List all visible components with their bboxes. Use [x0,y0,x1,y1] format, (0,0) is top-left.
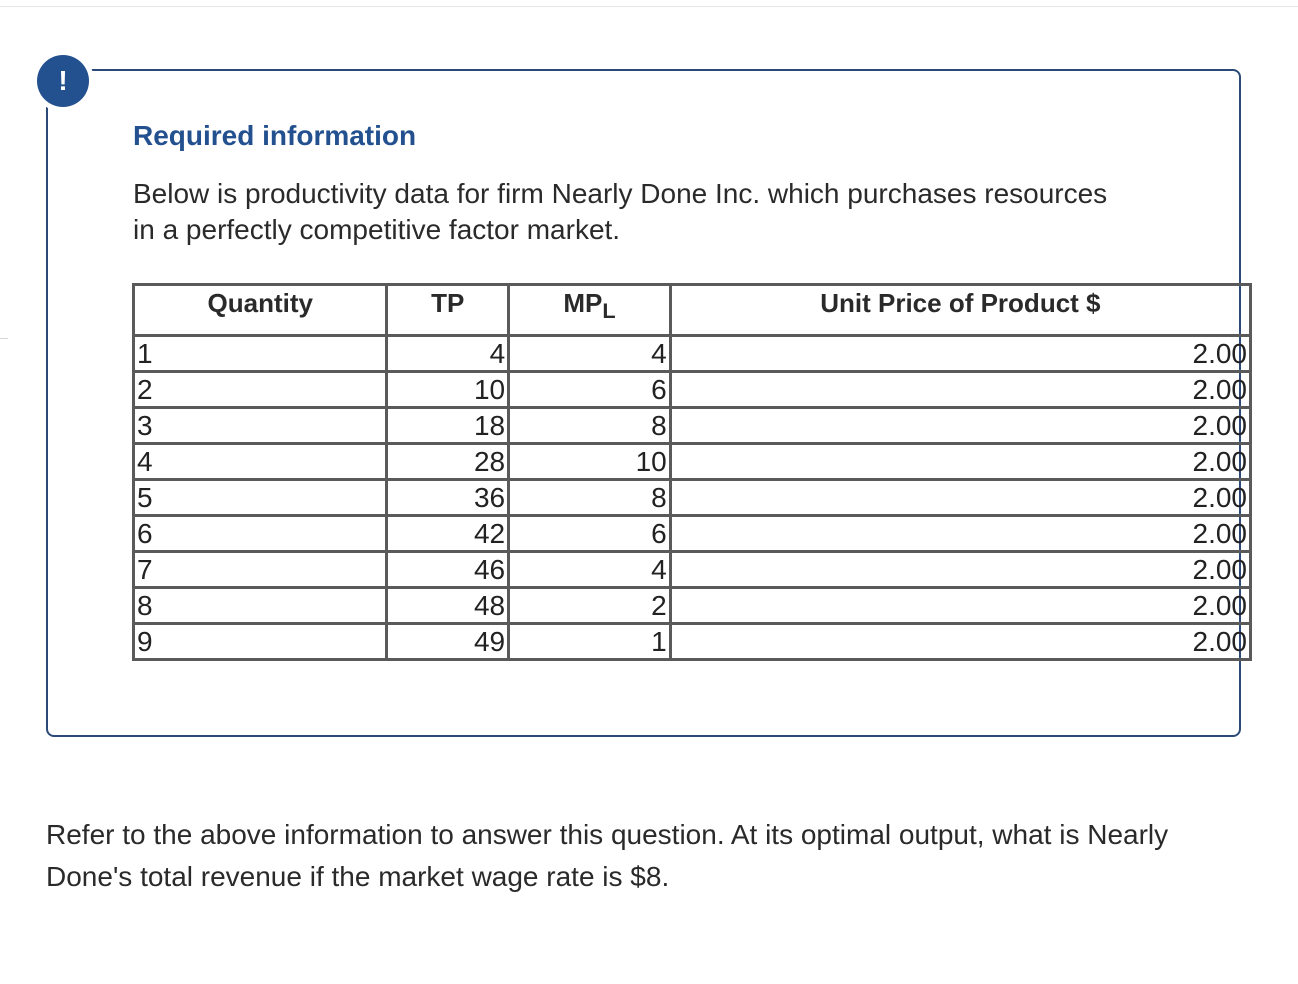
question-text: Refer to the above information to answer this question. At its optimal output, what is Nearly Done's total revenue if the market wage rate is $8. [46,819,1169,892]
table-row [134,480,1251,516]
table-body [134,336,1251,660]
productivity-table [132,283,1252,661]
cell-unit-price: 2.00 [670,336,1250,372]
cell-unit-price: 2.00 [670,588,1250,624]
table-row [134,552,1251,588]
cell-quantity: 6 [134,516,387,552]
cell-unit-price: 2.00 [670,624,1250,660]
header-mpl [509,285,671,336]
cell-quantity: 9 [134,624,387,660]
cell-mpl: 1 [509,624,671,660]
header-tp: TP [387,285,509,336]
cell-mpl: 2 [509,588,671,624]
table-row [134,516,1251,552]
cell-unit-price: 2.00 [670,444,1250,480]
exclamation-icon: ! [37,55,89,107]
cell-tp: 36 [387,480,509,516]
table-header-row [134,285,1251,336]
cell-quantity: 3 [134,408,387,444]
cell-unit-price: 2.00 [670,480,1250,516]
cell-unit-price: 2.00 [670,372,1250,408]
header-quantity: Quantity [134,285,387,336]
cell-tp: 49 [387,624,509,660]
required-info-title: Required information [133,120,417,151]
cell-mpl: 4 [509,552,671,588]
cell-mpl: 10 [509,444,671,480]
cell-unit-price: 2.00 [670,552,1250,588]
top-divider [0,6,1298,7]
header-mpl-base: MP [563,288,603,318]
cell-tp: 46 [387,552,509,588]
cell-mpl: 6 [509,372,671,408]
header-mpl-subscript: L [602,298,616,324]
cell-quantity: 8 [134,588,387,624]
cell-quantity: 5 [134,480,387,516]
left-margin-tick [0,338,8,339]
cell-mpl: 8 [509,408,671,444]
cell-tp: 48 [387,588,509,624]
table-row [134,372,1251,408]
cell-mpl: 8 [509,480,671,516]
table-row [134,336,1251,372]
cell-quantity: 4 [134,444,387,480]
cell-quantity: 1 [134,336,387,372]
intro-text: Below is productivity data for firm Nearly Done Inc. which purchases resources in a perfectly competitive factor market. [133,178,1108,245]
cell-tp: 10 [387,372,509,408]
cell-mpl: 6 [509,516,671,552]
cell-unit-price: 2.00 [670,516,1250,552]
cell-tp: 28 [387,444,509,480]
cell-tp: 42 [387,516,509,552]
cell-unit-price: 2.00 [670,408,1250,444]
cell-quantity: 7 [134,552,387,588]
table-row [134,624,1251,660]
cell-tp: 18 [387,408,509,444]
table-row [134,408,1251,444]
header-unit-price: Unit Price of Product $ [670,285,1250,336]
cell-tp: 4 [387,336,509,372]
cell-mpl: 4 [509,336,671,372]
cell-quantity: 2 [134,372,387,408]
table-row [134,444,1251,480]
table-row [134,588,1251,624]
